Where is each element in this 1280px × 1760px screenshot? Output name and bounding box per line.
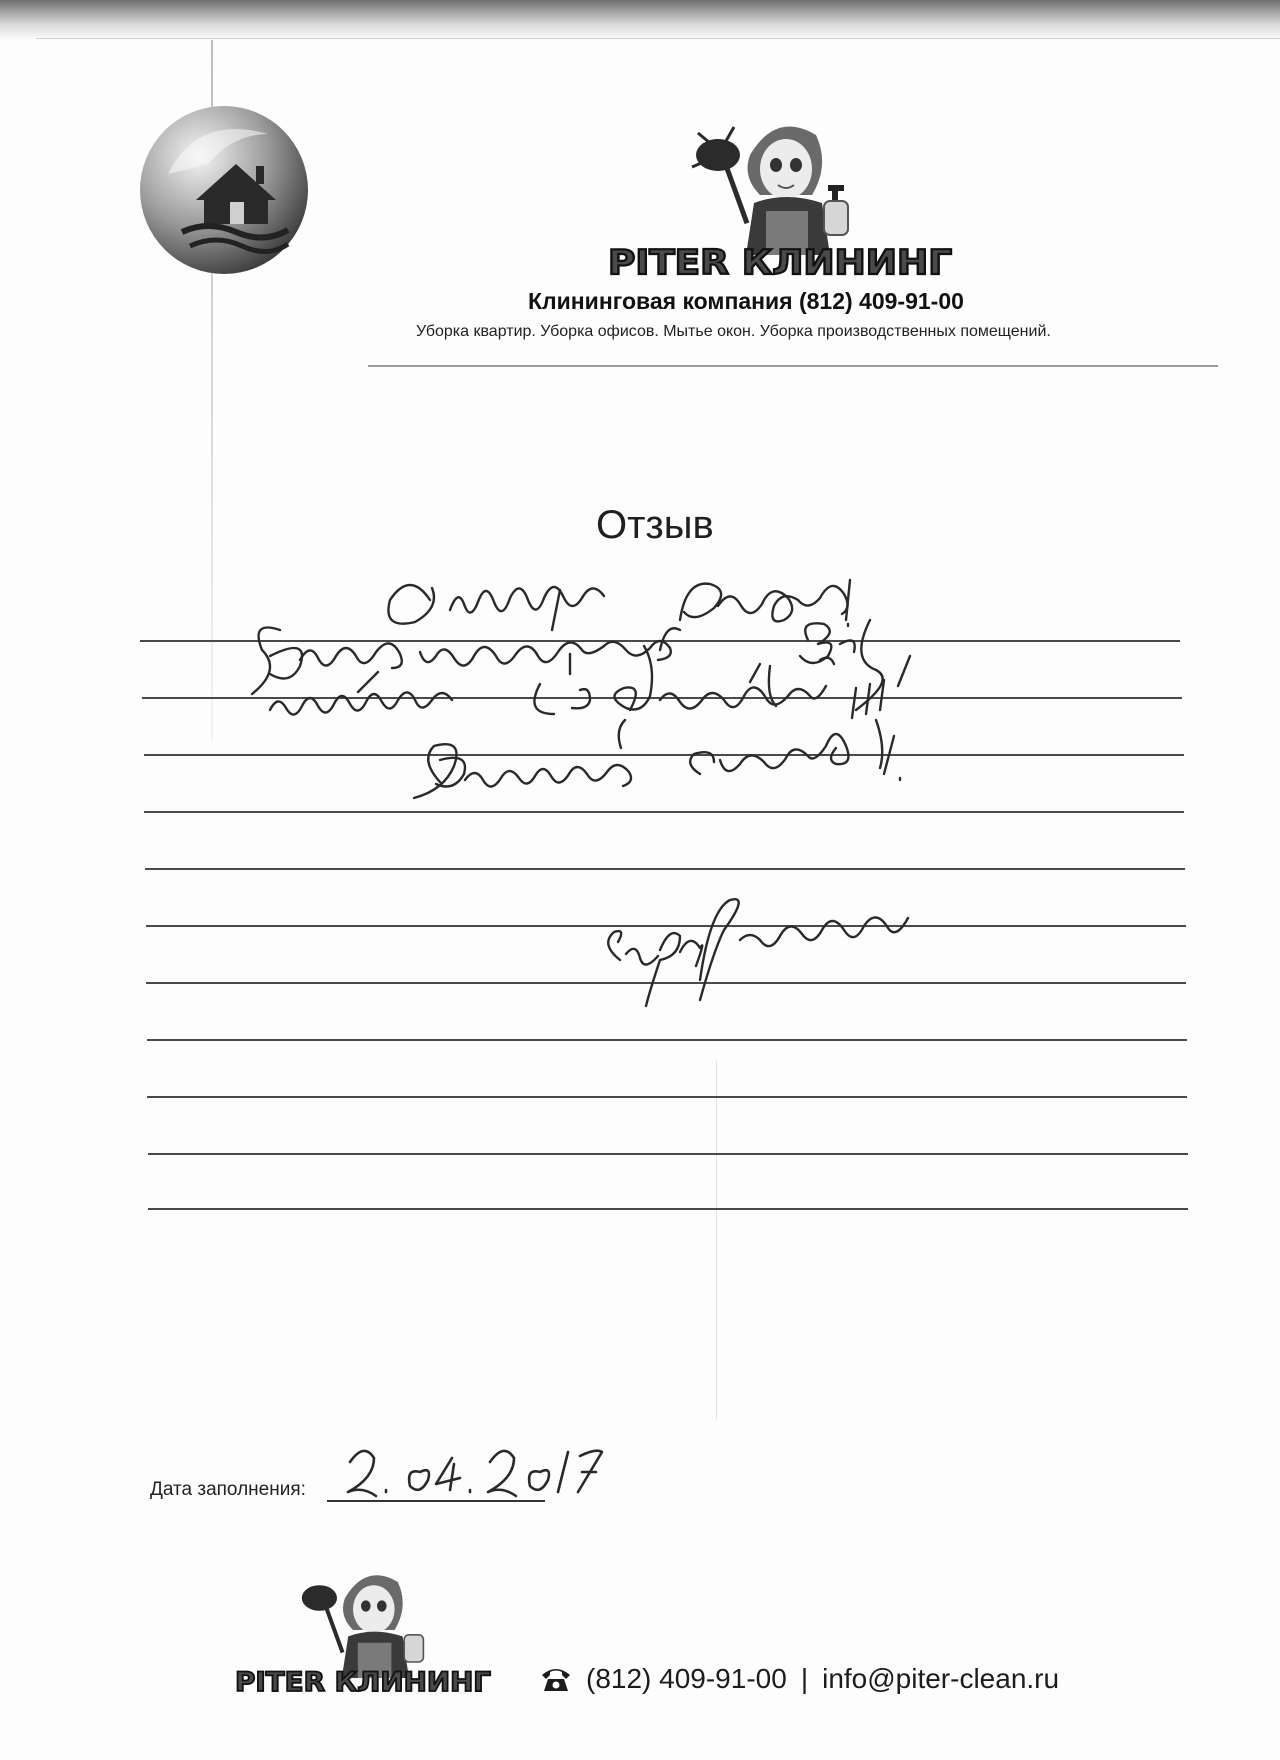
services-line: Уборка квартир. Уборка офисов. Мытье окон. Уборка производственных помещений. — [416, 323, 1051, 340]
cleaning-lady-mascot-icon — [295, 1566, 435, 1678]
handwritten-review — [120, 560, 1180, 1120]
house-in-bubble-icon — [138, 104, 310, 276]
scan-shadow — [0, 0, 1280, 40]
phone-icon — [540, 1665, 572, 1693]
ruled-line — [148, 1153, 1188, 1155]
date-label: Дата заполнения: — [150, 1479, 306, 1500]
page-title: Отзыв — [596, 503, 714, 547]
footer-contacts — [540, 1663, 1059, 1695]
ruled-line — [148, 1208, 1188, 1210]
brand-logo — [606, 240, 954, 282]
handwritten-date — [330, 1432, 620, 1504]
svg-text:PITER КЛИНИНГ: PITER КЛИНИНГ — [608, 243, 952, 282]
footer-email-link[interactable]: info@piter-clean.ru — [822, 1663, 1060, 1694]
company-line: Клининговая компания (812) 409-91-00 — [528, 288, 964, 314]
svg-text:PITER КЛИНИНГ: PITER КЛИНИНГ — [235, 1667, 491, 1696]
brand-logo — [234, 1664, 492, 1696]
footer-separator: | — [800, 1663, 809, 1694]
cleaning-lady-mascot-icon — [690, 115, 860, 255]
header-divider — [368, 365, 1218, 367]
footer-phone: (812) 409-91-00 — [586, 1663, 787, 1694]
